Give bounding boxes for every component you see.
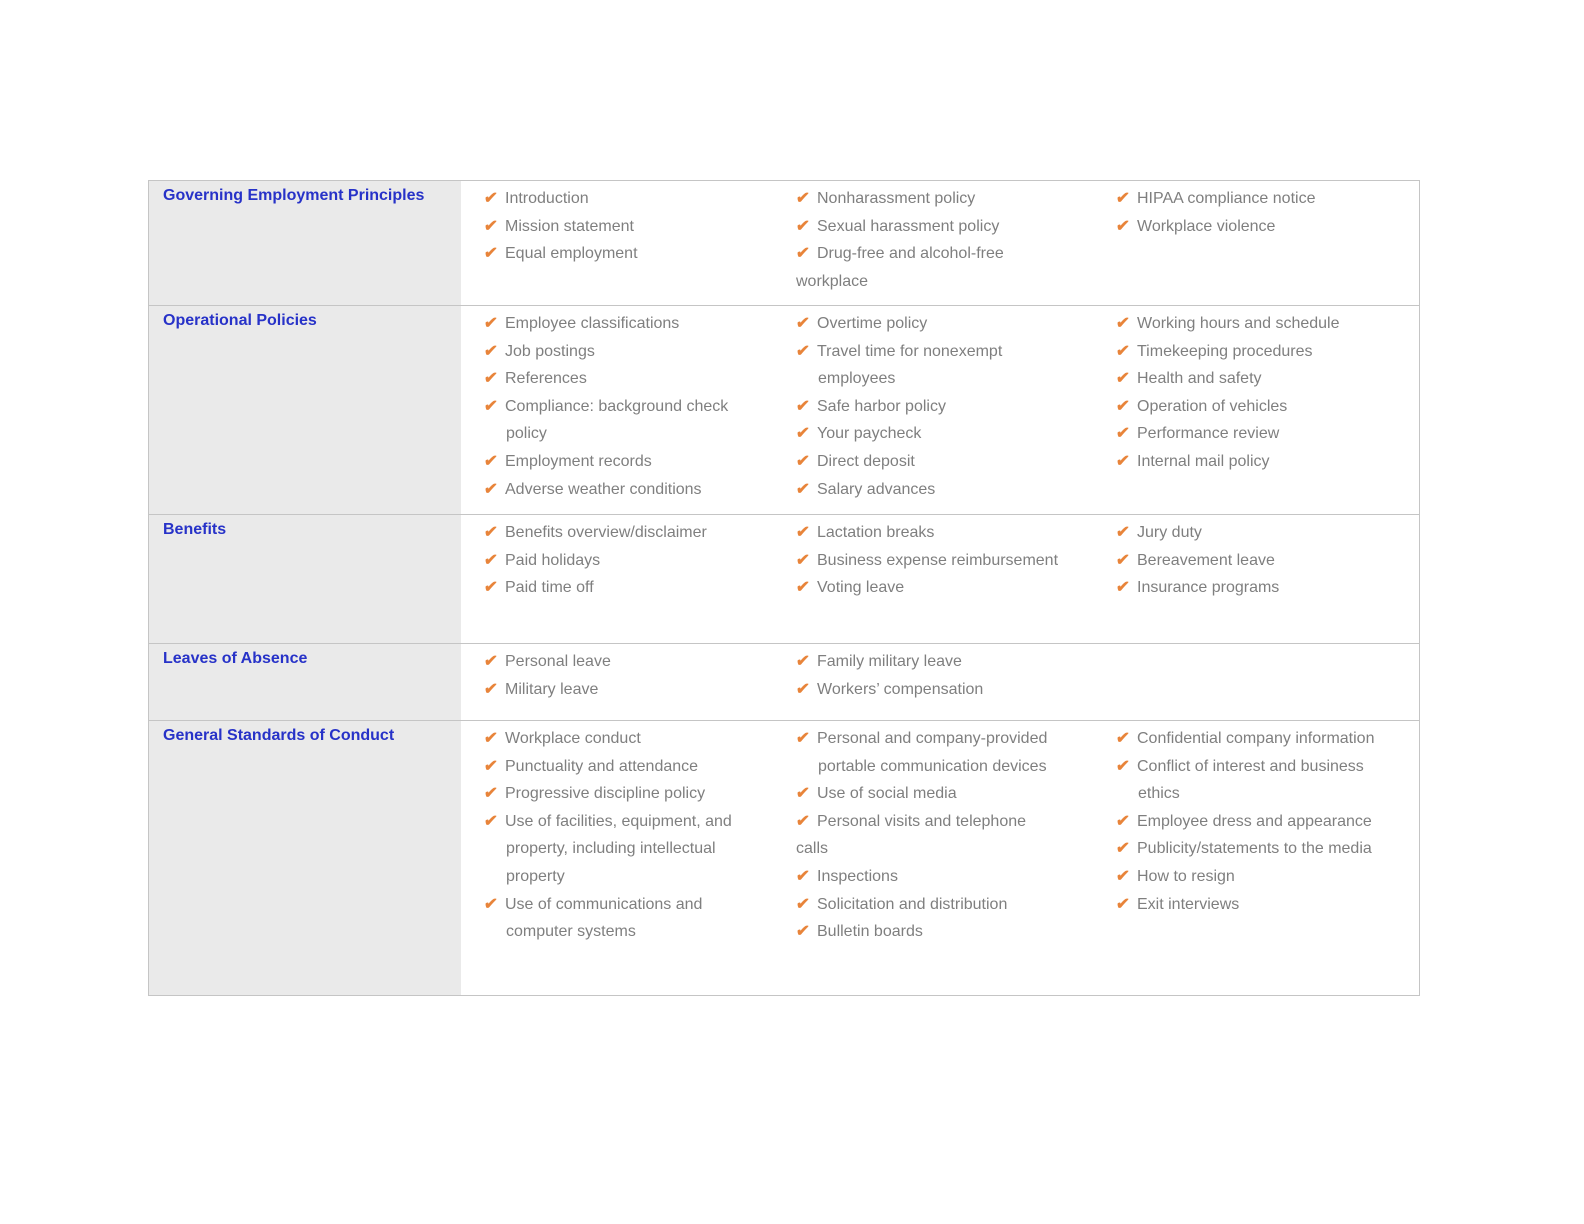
item-text: HIPAA compliance notice <box>1137 190 1316 207</box>
check-icon: ✔ <box>795 785 811 803</box>
check-icon: ✔ <box>1115 840 1131 858</box>
check-icon: ✔ <box>483 245 499 263</box>
table-row <box>149 181 1419 305</box>
checklist-item <box>1116 547 1403 575</box>
item-text: Equal employment <box>505 245 638 263</box>
check-icon: ✔ <box>795 923 811 941</box>
item-text: employees <box>818 370 896 388</box>
handbook-toc-table <box>148 180 1420 996</box>
check-icon: ✔ <box>483 730 499 747</box>
checklist-item <box>1116 753 1403 808</box>
check-icon: ✔ <box>795 217 811 235</box>
item-text: Workers’ compensation <box>817 680 984 698</box>
checklist-item <box>484 891 786 946</box>
item-text: Lactation breaks <box>817 524 935 541</box>
items-column <box>484 725 796 946</box>
checklist-item <box>796 863 1106 891</box>
items-column <box>1116 185 1413 295</box>
item-text: Voting leave <box>817 579 905 597</box>
item-text: Mission statement <box>505 217 634 235</box>
item-text: References <box>505 370 587 388</box>
check-icon: ✔ <box>1115 452 1131 470</box>
item-text: Job postings <box>505 342 595 360</box>
check-icon: ✔ <box>483 342 499 360</box>
check-icon: ✔ <box>795 551 811 569</box>
item-text: Use of facilities, equipment, and <box>505 812 732 830</box>
category-label: Operational Policies <box>149 306 461 514</box>
category-label: Leaves of Absence <box>149 644 461 720</box>
checklist-item <box>796 891 1106 919</box>
item-text: Health and safety <box>1137 370 1262 388</box>
checklist-item <box>796 780 1106 808</box>
checklist-item <box>1116 393 1403 421</box>
check-icon: ✔ <box>1115 217 1131 235</box>
item-text: Overtime policy <box>817 315 928 332</box>
check-icon: ✔ <box>795 867 811 885</box>
checklist-item <box>796 420 1106 448</box>
checklist-item <box>484 676 786 704</box>
item-text: Military leave <box>505 680 599 698</box>
item-text: Personal visits and telephone <box>817 812 1027 830</box>
checklist-item <box>796 648 1106 676</box>
checklist-item <box>1116 725 1403 753</box>
item-text: Salary advances <box>817 480 936 498</box>
row-items <box>461 721 1419 995</box>
item-text: Sexual harassment policy <box>817 217 1000 235</box>
checklist-item <box>796 519 1106 547</box>
checklist-item <box>484 648 786 676</box>
item-text: calls <box>796 840 829 858</box>
item-text: Jury duty <box>1137 524 1202 541</box>
check-icon: ✔ <box>795 730 811 747</box>
items-column <box>484 648 796 703</box>
check-icon: ✔ <box>1115 757 1131 775</box>
table-row <box>149 514 1419 643</box>
checklist-item <box>796 547 1106 575</box>
checklist-item <box>796 448 1106 476</box>
check-icon: ✔ <box>795 452 811 470</box>
checklist-item <box>484 753 786 781</box>
checklist-item <box>1116 448 1403 476</box>
item-text: Personal leave <box>505 653 611 670</box>
row-items <box>461 515 1419 643</box>
item-text: Compliance: background check <box>505 397 729 415</box>
item-text: Employment records <box>505 452 652 470</box>
check-icon: ✔ <box>483 315 499 332</box>
check-icon: ✔ <box>483 217 499 235</box>
item-text: Performance review <box>1137 425 1280 443</box>
check-icon: ✔ <box>1115 730 1131 747</box>
checklist-item <box>484 808 786 891</box>
item-text: Workplace violence <box>1137 217 1276 235</box>
item-text: Internal mail policy <box>1137 452 1270 470</box>
check-icon: ✔ <box>1115 551 1131 569</box>
check-icon: ✔ <box>483 757 499 775</box>
check-icon: ✔ <box>483 452 499 470</box>
items-column <box>1116 648 1413 703</box>
check-icon: ✔ <box>1115 867 1131 885</box>
checklist-item <box>484 365 786 393</box>
item-text: property, including intellectual <box>506 840 716 858</box>
item-text: policy <box>506 425 547 443</box>
check-icon: ✔ <box>795 245 811 263</box>
check-icon: ✔ <box>795 680 811 698</box>
checklist-item <box>796 240 1106 295</box>
checklist-item <box>1116 338 1403 366</box>
check-icon: ✔ <box>795 524 811 541</box>
item-text: Direct deposit <box>817 452 915 470</box>
items-column <box>484 519 796 602</box>
checklist-item <box>1116 365 1403 393</box>
checklist-item <box>796 808 1106 863</box>
check-icon: ✔ <box>483 785 499 803</box>
checklist-item <box>484 393 786 448</box>
checklist-item <box>1116 891 1403 919</box>
check-icon: ✔ <box>795 579 811 597</box>
check-icon: ✔ <box>795 425 811 443</box>
check-icon: ✔ <box>795 653 811 670</box>
category-label: Governing Employment Principles <box>149 181 461 305</box>
check-icon: ✔ <box>1115 895 1131 913</box>
checklist-item <box>796 676 1106 704</box>
check-icon: ✔ <box>483 680 499 698</box>
check-icon: ✔ <box>795 342 811 360</box>
item-text: property <box>506 867 565 885</box>
item-text: Punctuality and attendance <box>505 757 699 775</box>
item-text: Operation of vehicles <box>1137 397 1288 415</box>
check-icon: ✔ <box>795 315 811 332</box>
check-icon: ✔ <box>483 812 499 830</box>
item-text: workplace <box>796 272 869 290</box>
checklist-item <box>484 519 786 547</box>
check-icon: ✔ <box>483 579 499 597</box>
checklist-item <box>484 574 786 602</box>
checklist-item <box>796 185 1106 213</box>
checklist-item <box>1116 185 1403 213</box>
table-row <box>149 305 1419 514</box>
check-icon: ✔ <box>1115 812 1131 830</box>
checklist-item <box>1116 519 1403 547</box>
check-icon: ✔ <box>483 551 499 569</box>
item-text: Working hours and schedule <box>1137 315 1340 332</box>
item-text: Drug-free and alcohol-free <box>817 245 1004 263</box>
item-text: computer systems <box>506 923 636 941</box>
checklist-item <box>1116 808 1403 836</box>
item-text: Safe harbor policy <box>817 397 946 415</box>
check-icon: ✔ <box>1115 342 1131 360</box>
checklist-item <box>1116 863 1403 891</box>
checklist-item <box>484 213 786 241</box>
checklist-item <box>796 393 1106 421</box>
checklist-item <box>484 448 786 476</box>
item-text: Use of communications and <box>505 895 703 913</box>
item-text: ethics <box>1138 785 1180 803</box>
item-text: Introduction <box>505 190 589 207</box>
item-text: Family military leave <box>817 653 962 670</box>
check-icon: ✔ <box>483 895 499 913</box>
item-text: Insurance programs <box>1137 579 1280 597</box>
checklist-item <box>796 918 1106 946</box>
item-text: Solicitation and distribution <box>817 895 1008 913</box>
check-icon: ✔ <box>1115 315 1131 332</box>
item-text: Nonharassment policy <box>817 190 976 207</box>
item-text: Benefits overview/disclaimer <box>505 524 707 541</box>
check-icon: ✔ <box>483 370 499 388</box>
checklist-item <box>484 338 786 366</box>
items-column <box>1116 725 1413 946</box>
item-text: Confidential company information <box>1137 730 1375 747</box>
item-text: Travel time for nonexempt <box>817 342 1003 360</box>
category-label: Benefits <box>149 515 461 643</box>
check-icon: ✔ <box>1115 370 1131 388</box>
check-icon: ✔ <box>795 397 811 415</box>
items-column <box>796 310 1116 503</box>
check-icon: ✔ <box>795 812 811 830</box>
item-text: Employee classifications <box>505 315 680 332</box>
check-icon: ✔ <box>483 480 499 498</box>
table-row <box>149 720 1419 995</box>
item-text: How to resign <box>1137 867 1235 885</box>
items-column <box>484 185 796 295</box>
checklist-item <box>484 547 786 575</box>
row-items <box>461 644 1419 720</box>
check-icon: ✔ <box>795 895 811 913</box>
table-row <box>149 643 1419 720</box>
checklist-item <box>484 780 786 808</box>
check-icon: ✔ <box>795 480 811 498</box>
check-icon: ✔ <box>483 397 499 415</box>
item-text: Paid holidays <box>505 551 601 569</box>
item-text: Use of social media <box>817 785 957 803</box>
item-text: Bulletin boards <box>817 923 923 941</box>
item-text: Inspections <box>817 867 898 885</box>
item-text: Your paycheck <box>817 425 922 443</box>
items-column <box>484 310 796 503</box>
item-text: Conflict of interest and business <box>1137 757 1364 775</box>
checklist-item <box>1116 310 1403 338</box>
items-column <box>796 185 1116 295</box>
item-text: Exit interviews <box>1137 895 1240 913</box>
items-column <box>1116 519 1413 602</box>
checklist-item <box>1116 213 1403 241</box>
item-text: Publicity/statements to the media <box>1137 840 1372 858</box>
checklist-item <box>1116 574 1403 602</box>
check-icon: ✔ <box>1115 397 1131 415</box>
item-text: Personal and company-provided <box>817 730 1048 747</box>
check-icon: ✔ <box>483 190 499 207</box>
items-column <box>796 648 1116 703</box>
checklist-item <box>796 476 1106 504</box>
item-text: Timekeeping procedures <box>1137 342 1313 360</box>
check-icon: ✔ <box>483 524 499 541</box>
item-text: Business expense reimbursement <box>817 551 1059 569</box>
item-text: portable communication devices <box>818 757 1047 775</box>
check-icon: ✔ <box>1115 579 1131 597</box>
checklist-item <box>1116 835 1403 863</box>
check-icon: ✔ <box>1115 190 1131 207</box>
items-column <box>796 519 1116 602</box>
checklist-item <box>484 240 786 268</box>
row-items <box>461 181 1419 305</box>
item-text: Adverse weather conditions <box>505 480 702 498</box>
item-text: Paid time off <box>505 579 594 597</box>
checklist-item <box>484 725 786 753</box>
category-label: General Standards of Conduct <box>149 721 461 995</box>
checklist-item <box>796 213 1106 241</box>
checklist-item <box>796 725 1106 780</box>
item-text: Bereavement leave <box>1137 551 1275 569</box>
checklist-item <box>796 338 1106 393</box>
items-column <box>1116 310 1413 503</box>
checklist-item <box>1116 420 1403 448</box>
check-icon: ✔ <box>795 190 811 207</box>
checklist-item <box>484 185 786 213</box>
item-text: Progressive discipline policy <box>505 785 706 803</box>
item-text: Employee dress and appearance <box>1137 812 1372 830</box>
checklist-item <box>484 310 786 338</box>
check-icon: ✔ <box>1115 524 1131 541</box>
item-text: Workplace conduct <box>505 730 641 747</box>
check-icon: ✔ <box>1115 425 1131 443</box>
checklist-item <box>796 310 1106 338</box>
checklist-item <box>796 574 1106 602</box>
checklist-item <box>484 476 786 504</box>
row-items <box>461 306 1419 514</box>
check-icon: ✔ <box>483 653 499 670</box>
items-column <box>796 725 1116 946</box>
